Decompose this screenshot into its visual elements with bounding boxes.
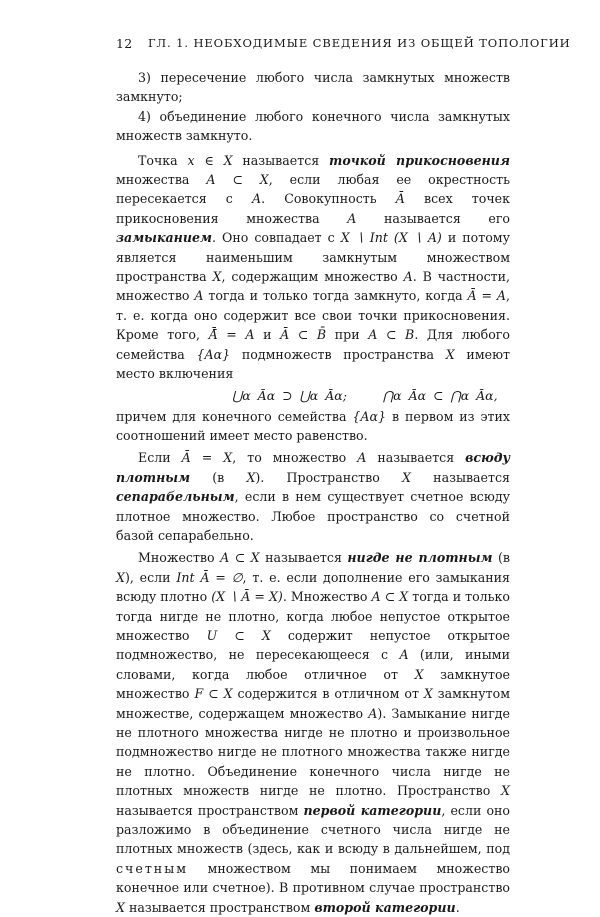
body-text (116, 68, 510, 917)
inclusion-formula (116, 384, 510, 407)
paragraph-closure: Точка x ∈ X называется точкой прикосновения множества A ⊂ X, если любая ее окрестность пересекается с A. Совокупность Ā всех точек прикосновения множества A называется его замыканием. Оно совпадает с X ∖ Int (X ∖ A) и потому является наименьшим замкнутым множеством пространства X, содержащим множество A. В частности, множество A тогда и только тогда замкнуто, когда Ā = A, т. е. когда оно содержит все свои точки прикосновения. Кроме того, Ā̄ = A и Ā ⊂ B̄ при A ⊂ B. Для любого семейства {Aα} подмножеств пространства X имеют место включения (116, 152, 511, 382)
list-item-4: 4) объединение любого конечного числа замкнутых множеств замкнуто. (116, 108, 510, 144)
formula-union: ⋃α Āα ⊃ ⋃α Āα; (232, 387, 347, 403)
paragraph-closure-cont: причем для конечного семейства {Aα} в первом из этих соотношений имеет место равенство. (116, 408, 511, 443)
paragraph-nowhere-dense: Множество A ⊂ X называется нигде не плотным (в X), если Int Ā = ∅, т. е. если дополнение его замыкания всюду плотно (X ∖ Ā = X). Множество A ⊂ X тогда и только тогда нигде не плотно, когда любое непустое открытое множество U ⊂ X содержит непустое открытое подмножество, не пересекающееся с A (или, иными словами, когда любое отличное от X замкнутое множество F ⊂ X содержится в отличном от X замкнутом множестве, содержащем множество A). Замыкание нигде не плотного множества нигде не плотно и произвольное подмножество нигде не плотного множества также нигде не плотно. Объединение конечного числа нигде не плотных множеств нигде не плотно. Пространство X называется пространством первой категории, если оно разложимо в объединение счетного числа нигде не плотных множеств (здесь, как и всюду в дальнейшем, под счетным множеством мы понимаем множество конечное или счетное). В противном случае пространство X называется пространством второй категории. (116, 550, 511, 915)
term-touch-point: точкой прикосновения (329, 152, 510, 168)
term-separable: сепарабельным (116, 489, 235, 505)
term-nowhere-dense: нигде не плотным (347, 550, 493, 566)
list-item-3: 3) пересечение любого числа замкнутых множеств замкнуто; (116, 70, 510, 105)
paragraph-dense: Если Ā = X, то множество A называется всюду плотным (в X). Пространство X называется сепарабельным, если в нем существует счетное всюду плотное множество. Любое пространство со счетной базой сепарабельно. (116, 450, 510, 543)
page-number: 12 (116, 36, 133, 51)
formula-intersection: ⋂α Āα ⊂ ⋂α Āα, (382, 387, 498, 403)
term-closure: замыканием (116, 230, 212, 246)
term-first-category: первой категории (303, 802, 442, 818)
term-everywhere-dense: всюду плотным (116, 450, 510, 485)
spaced-word: счетным (116, 860, 189, 876)
running-title: ГЛ. 1. НЕОБХОДИМЫЕ СВЕДЕНИЯ ИЗ ОБЩЕЙ ТОПОЛОГИИ (148, 36, 571, 50)
term-second-category: второй категории (314, 899, 456, 915)
